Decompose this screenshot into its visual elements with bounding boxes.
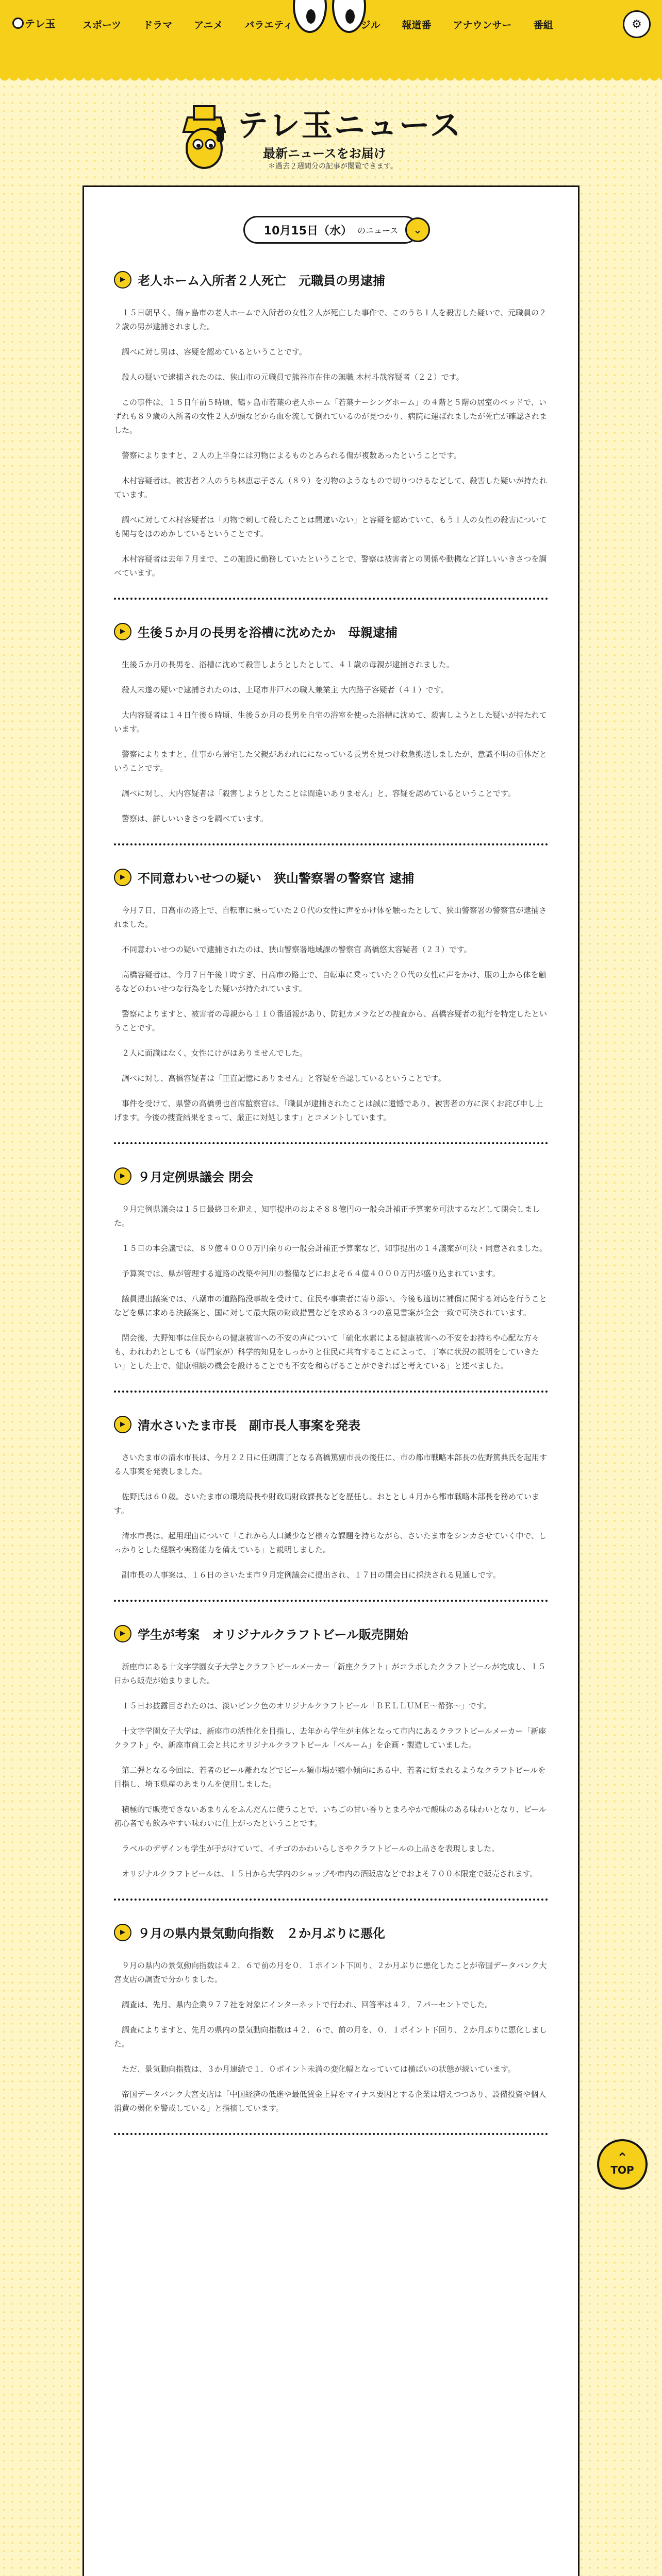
article-paragraph: 予算案では、県が管理する道路の改築や河川の整備などにおよそ６４億４０００万円が盛り込まれています。 <box>122 1269 500 1278</box>
nav-item-anime[interactable]: アニメ <box>194 20 223 31</box>
nav-item-genre[interactable]: ジル <box>361 20 380 31</box>
article-paragraph: 調査は、先月、県内企業９７７社を対象にインターネットで行われ、回答率は４２．７パーセントでした。 <box>122 2000 493 2009</box>
news-article <box>114 1167 548 1393</box>
article-paragraph: 警察によりますと、２人の上半身には刃物によるものとみられる傷が複数あったということです。 <box>122 451 461 460</box>
article-paragraph: 積極的で販売できないあまりんをふんだんに使うことで、いちごの甘い香りとまろやかで酸味のある味わいとなり、ビール初心者でも飲みやすい味わいに仕上がったということです。 <box>114 1805 547 1828</box>
article-paragraph: １５日朝早く、鶴ヶ島市の老人ホームで入所者の女性２人が死亡した事件で、このうち１人を殺害した疑いで、元職員の２２歳の男が逮捕されました。 <box>114 308 547 331</box>
nav-item-variety[interactable]: バラエティ <box>244 20 293 31</box>
article-title <box>114 270 548 289</box>
article-paragraph: 木村容疑者は去年７月まで、この施設に勤務していたということで、警察は被害者との関係や動機など詳しいいきさつを調べています。 <box>114 554 547 578</box>
mascot-eyes <box>293 0 366 33</box>
play-bullet-icon: ▶ <box>114 869 131 886</box>
article-title-text: 学生が考案 オリジナルクラフトビール販売開始 <box>138 1628 408 1642</box>
logo-text: テレ玉 <box>25 18 56 30</box>
article-title <box>114 1167 548 1185</box>
page-subtitle: 最新ニュースをお届け <box>263 146 386 161</box>
article-paragraph: ラベルのデザインも学生が手がけていて、イチゴのかわいらしさやクラフトビールの上品さを表現しました。 <box>122 1844 500 1853</box>
gear-icon: ⚙ <box>632 18 642 31</box>
menu-button[interactable] <box>623 10 651 38</box>
article-paragraph: 調べに対し、大内容疑者は「殺害しようとしたことは間違いありません」と、容疑を認めているということです。 <box>122 789 516 798</box>
left-eye-icon <box>293 0 327 33</box>
article-paragraph: 第二弾となる今回は、若者のビール離れなどでビール類市場が縮小傾向にある中、若者に好まれるようなクラフトビールを目指し、埼玉県産のあまりんを使用しました。 <box>114 1766 546 1789</box>
news-article <box>114 1415 548 1602</box>
article-title-text: ９月の県内景気動向指数 ２か月ぶりに悪化 <box>138 1926 385 1941</box>
nav-item-programs[interactable]: 番組 <box>533 20 553 31</box>
date-selector[interactable] <box>243 216 422 244</box>
page-title: テレ玉ニュース <box>237 108 462 144</box>
article-title-text: ９月定例県議会 閉会 <box>138 1170 254 1184</box>
news-panel <box>82 185 580 2576</box>
article-paragraph: 調べに対し、高橋容疑者は「正直記憶にありません」と容疑を否認しているということです。 <box>122 1074 446 1083</box>
article-title <box>114 1415 548 1433</box>
back-to-top-button[interactable] <box>597 2139 648 2190</box>
article-paragraph: 木村容疑者は、被害者２人のうち林恵志子さん（８９）を刃物のようなもので切りつけるなどして、殺害した疑いが持たれています。 <box>114 476 547 499</box>
article-paragraph: 高橋容疑者は、今月７日午後１時すぎ、日高市の路上で、自転車に乗っていた２０代の女性に声をかけ、服の上から体を触るなどのわいせつな行為をした疑いが持たれています。 <box>114 970 547 993</box>
play-bullet-icon: ▶ <box>114 1924 131 1941</box>
article-paragraph: この事件は、１５日午前５時頃、鶴ヶ島市若葉の老人ホーム「若葉ナーシングホーム」の４階と５階の居室のベッドで、いずれも８９歳の入所者の女性２人が頭などから血を流して倒れているのが見つかり、病院に運ばれましたが死亡が確認されました。 <box>114 398 548 435</box>
play-bullet-icon: ▶ <box>114 623 131 640</box>
article-paragraph: 不同意わいせつの疑いで逮捕されたのは、狭山警察署地域課の警察官 高橋悠太容疑者（２３）です。 <box>122 945 472 954</box>
play-bullet-icon: ▶ <box>114 1167 131 1185</box>
archive-note: ＊過去２週間分の記事が閲覧できます。 <box>268 162 398 171</box>
article-paragraph: 調べに対し男は、容疑を認めているということです。 <box>122 347 307 357</box>
article-paragraph: １５日お披露目されたのは、淡いピンク色のオリジナルクラフトビール「ＢＥＬＬＵＭＥ〜希弥〜」です。 <box>122 1701 491 1710</box>
nav-item-news-program[interactable]: 報道番 <box>402 20 432 31</box>
date-select-value: 10月15日（水） <box>263 224 353 238</box>
back-to-top-label: TOP <box>610 2164 634 2176</box>
article-title-text: 清水さいたま市長 副市長人事案を発表 <box>138 1418 360 1433</box>
article-paragraph: 副市長の人事案は、１６日のさいたま市９月定例議会に提出され、１７日の閉会日に採決される見通しです。 <box>122 1570 501 1580</box>
article-paragraph: 調べに対して木村容疑者は「刃物で刺して殺したことは間違いない」と容疑を認めていて、もう１人の女性の殺害についても関与をほのめかしているということです。 <box>114 515 547 538</box>
play-bullet-icon: ▶ <box>114 1416 131 1433</box>
article-paragraph: 議員提出議案では、八潮市の道路陥没事故を受けて、住民や事業者に寄り添い、今後も適切に補償に関する対応を行うことなどを県に求める決議案と、国に対して最大限の財政措置などを求める３つの意見書案が全会一致で可決されています。 <box>114 1294 547 1317</box>
article-paragraph: 生後５か月の長男を、浴槽に沈めて殺害しようとしたとして、４１歳の母親が逮捕されました。 <box>122 660 454 669</box>
article-paragraph: 殺人の疑いで逮捕されたのは、狭山市の元職員で熊谷市在住の無職 木村斗哉容疑者（２２）です。 <box>122 372 464 382</box>
article-title <box>114 868 548 886</box>
article-paragraph: 事件を受けて、県警の高橋勇也首席監察官は、「職員が逮捕されたことは誠に遺憾であり、被害者の方に深くお詫び申し上げます。今後の捜査結果をまって、厳正に対処します」とコメントしています。 <box>114 1099 543 1122</box>
article-paragraph: 閉会後、大野知事は住民からの健康被害への不安の声について「硫化水素による健康被害への不安をお持ちや心配な方々も、われわれとしても（専門家が）科学的知見をしっかりと住民に共有することによって、丁寧に状況の説明をしていきたい」とした上で、健康相談の機会を設けることでも不安を和らげることができればと考えている」と述べました。 <box>114 1333 539 1370</box>
article-paragraph: 佐野氏は６０歳。さいたま市の環境局長や財政局財政課長などを歴任し、おととし４月から都市戦略本部長を務めています。 <box>114 1492 540 1515</box>
chevron-up-icon: ⌃ <box>617 2150 628 2166</box>
date-select-suffix: のニュース <box>357 225 399 235</box>
chevron-down-icon[interactable]: ⌄ <box>405 217 430 242</box>
article-paragraph: 新座市にある十文字学園女子大学とクラフトビールメーカー「新座クラフト」がコラボしたクラフトビールが完成し、１５日から販売が始まりました。 <box>114 1662 546 1685</box>
article-paragraph: 警察によりますと、仕事から帰宅した父親があわれにになっている長男を見つけ救急搬送しましたが、意識不明の重体だということです。 <box>114 750 548 773</box>
article-title-text: 不同意わいせつの疑い 狭山警察署の警察官 逮捕 <box>138 871 415 886</box>
article-paragraph: ９月の県内の景気動向指数は４２．６で前の月を０．１ポイント下回り、２か月ぶりに悪化したことが帝国データバンク大宮支店の調査で分かりました。 <box>114 1961 547 1984</box>
nav-item-sports[interactable]: スポーツ <box>82 20 122 31</box>
news-article <box>114 1624 548 1901</box>
date-select-field[interactable] <box>243 216 419 244</box>
news-article <box>114 270 548 600</box>
play-bullet-icon: ▶ <box>114 1625 131 1642</box>
article-title <box>114 1624 548 1642</box>
page-hero <box>0 77 662 185</box>
site-header <box>0 0 662 77</box>
nav-item-announcer[interactable]: アナウンサー <box>453 20 512 31</box>
play-bullet-icon: ▶ <box>114 271 131 289</box>
article-paragraph: 調査によりますと、先月の県内の景気動向指数は４２．６で、前の月を、０．１ポイント下回り、２か月ぶりに悪化しました。 <box>114 2025 547 2048</box>
article-paragraph: 帝国データバンク大宮支店は「中国経済の低迷や最低賃金上昇をマイナス要因とする企業は増えつつあり、設備投資や個人消費の弱化を警戒している」と指摘しています。 <box>114 2090 547 2113</box>
article-paragraph: ９月定例県議会は１５日最終日を迎え、知事提出のおよそ８８億円の一般会計補正予算案を可決するなどして閉会しました。 <box>114 1205 540 1228</box>
article-title <box>114 1923 548 1941</box>
article-paragraph: 殺人未遂の疑いで逮捕されたのは、上尾市井戸木の職人兼業主 大内路子容疑者（４１）です。 <box>122 685 449 694</box>
mascot-icon <box>173 101 235 173</box>
article-paragraph: ただ、景気動向指数は、３か月連続で１．０ポイント未満の変化幅となっていては横ばいの状態が続いています。 <box>122 2064 516 2074</box>
article-paragraph: さいたま市の清水市長は、今月２２日に任期満了となる高橋篤副市長の後任に、市の都市戦略本部長の佐野篤典氏を起用する人事案を発表しました。 <box>114 1453 548 1476</box>
article-paragraph: 今月７日、日高市の路上で、自転車に乗っていた２０代の女性に声をかけ体を触ったとして、狭山警察署の警察官が逮捕されました。 <box>114 906 547 929</box>
article-paragraph: 清水市長は、起用理由について「これから人口減少など様々な課題を持ちながら、さいたま市をシンカさせていく中で、しっかりとした経験や実務能力を備えている」と説明しました。 <box>114 1531 547 1554</box>
nav-item-drama[interactable]: ドラマ <box>143 20 173 31</box>
article-title <box>114 622 548 640</box>
article-paragraph: ２人に面識はなく、女性にけがはありませんでした。 <box>122 1048 307 1058</box>
nav-right <box>361 18 553 31</box>
logo-icon <box>12 18 24 29</box>
article-paragraph: 十文字学園女子大学は、新座市の活性化を目指し、去年から学生が主体となって市内にあるクラフトビールメーカー「新座クラフト」や、新座市商工会と共にオリジナルクラフトビール「ベルーム」を企画・製造していました。 <box>114 1726 547 1750</box>
article-title-text: 生後５か月の長男を浴槽に沈めたか 母親逮捕 <box>138 625 398 640</box>
article-paragraph: オリジナルクラフトビールは、１５日から大学内のショップや市内の酒販店などでおよそ７００本限定で販売されます。 <box>122 1869 538 1878</box>
article-paragraph: １５日の本会議では、８９億４０００万円余りの一般会計補正予算案など、知事提出の１４議案が可決・同意されました。 <box>122 1244 548 1253</box>
site-logo[interactable] <box>12 15 56 30</box>
article-paragraph: 警察によりますと、被害者の母親から１１０番通報があり、防犯カメラなどの捜査から、高橋容疑者の犯行を特定したということです。 <box>114 1009 548 1032</box>
article-title-text: 老人ホーム入所者２人死亡 元職員の男逮捕 <box>138 274 385 288</box>
article-paragraph: 大内容疑者は１４日午後６時頃、生後５か月の長男を自宅の浴室を使った浴槽に沈めて、殺害しようとした疑いが持たれています。 <box>114 710 547 734</box>
article-paragraph: 警察は、詳しいいきさつを調べています。 <box>122 814 268 823</box>
article-list <box>114 270 548 2135</box>
news-article <box>114 1923 548 2135</box>
news-article <box>114 622 548 845</box>
nav-left <box>82 18 293 31</box>
news-article <box>114 868 548 1144</box>
